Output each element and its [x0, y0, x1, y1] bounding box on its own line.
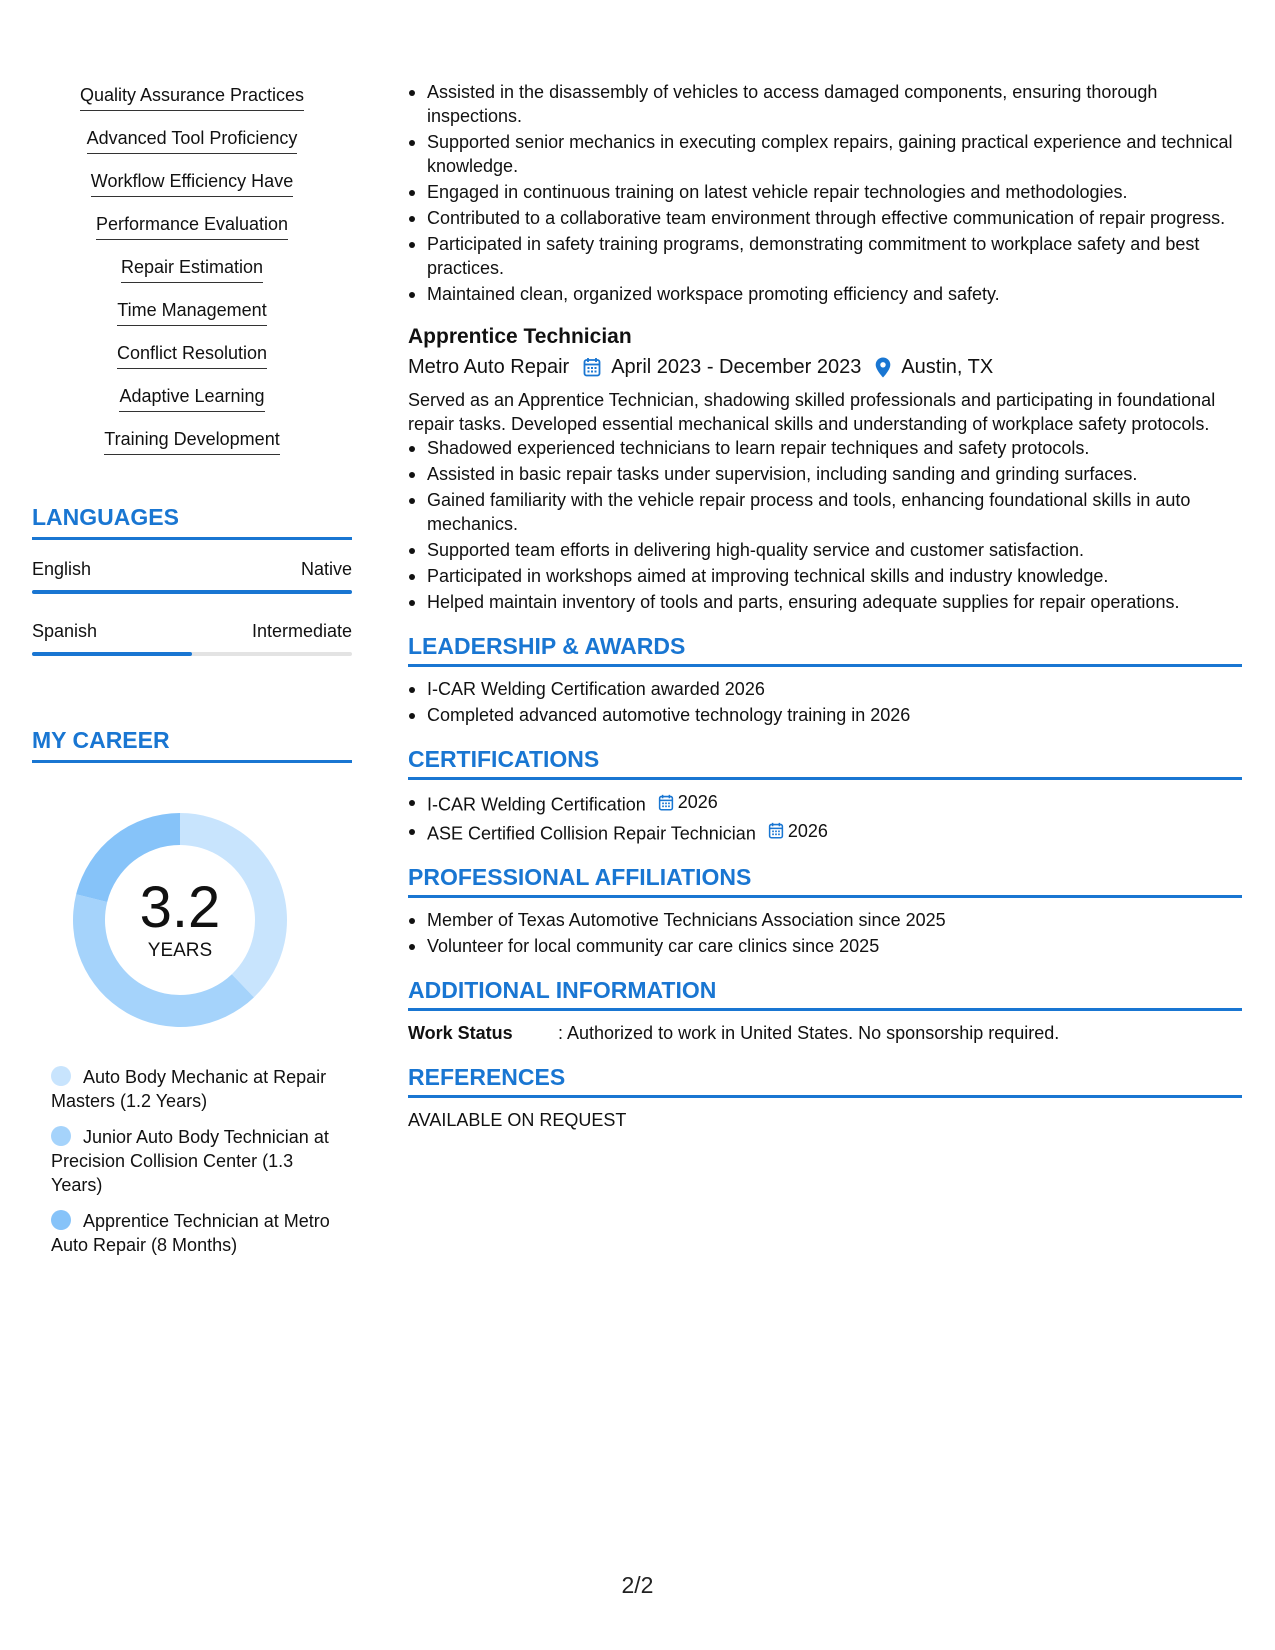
bullet-item: Assisted in the disassembly of vehicles to access damaged components, ensuring thorough inspections. — [408, 80, 1242, 128]
legend-label: Apprentice Technician at Metro Auto Repair (8 Months) — [51, 1211, 330, 1255]
affiliations-heading: PROFESSIONAL AFFILIATIONS — [408, 863, 1242, 898]
job-bullets — [408, 436, 1242, 614]
career-section — [32, 726, 352, 1257]
languages-section — [32, 503, 352, 656]
calendar-icon — [768, 822, 784, 839]
additional-info-heading: ADDITIONAL INFORMATION — [408, 976, 1242, 1011]
work-status-value: : Authorized to work in United States. No sponsorship required. — [558, 1023, 1060, 1043]
job-title: Apprentice Technician — [408, 325, 632, 348]
skill-item: Repair Estimation — [121, 256, 263, 283]
bullet-item: Assisted in basic repair tasks under supervision, including sanding and grinding surfaces. — [408, 462, 1242, 486]
certifications-heading: CERTIFICATIONS — [408, 745, 1242, 780]
skill-item: Adaptive Learning — [119, 385, 264, 412]
job-location: Austin, TX — [901, 356, 994, 378]
sidebar — [32, 84, 352, 1269]
certification-name: I-CAR Welding Certification — [427, 794, 646, 815]
skills-list — [32, 84, 352, 471]
certifications-section — [408, 745, 1242, 845]
location-pin-icon — [875, 357, 891, 378]
job-dates: April 2023 - December 2023 — [611, 356, 862, 378]
language-level: Intermediate — [251, 621, 352, 641]
references-heading: REFERENCES — [408, 1063, 1242, 1098]
language-proficiency-bar — [32, 590, 352, 594]
bullet-item: Member of Texas Automotive Technicians Association since 2025 — [408, 908, 1242, 932]
certification-item — [408, 819, 1242, 846]
legend-dot — [51, 1126, 71, 1146]
certification-item — [408, 790, 1242, 817]
skill-item: Workflow Efficiency Have — [91, 170, 293, 197]
job-company: Metro Auto Repair — [408, 356, 570, 378]
skill-item: Training Development — [104, 428, 279, 455]
job-entry — [408, 324, 1242, 614]
calendar-icon — [583, 357, 601, 377]
references-text: AVAILABLE ON REQUEST — [408, 1110, 627, 1130]
certification-year: 2026 — [787, 820, 828, 841]
language-level: Native — [300, 559, 352, 579]
skill-item: Performance Evaluation — [96, 213, 288, 240]
languages-heading: LANGUAGES — [32, 503, 352, 540]
work-status-label: Work Status — [408, 1023, 513, 1043]
bullet-item: I-CAR Welding Certification awarded 2026 — [408, 677, 1242, 701]
career-total-years: 3.2 — [139, 875, 221, 940]
career-donut-chart — [67, 807, 293, 1033]
affiliations-section — [408, 863, 1242, 958]
skill-item: Conflict Resolution — [117, 342, 267, 369]
main-content — [408, 80, 1242, 1132]
bullet-item: Shadowed experienced technicians to learn repair techniques and safety protocols. — [408, 436, 1242, 460]
legend-item — [51, 1125, 341, 1197]
certification-year: 2026 — [677, 792, 718, 812]
bullet-item: Completed advanced automotive technology training in 2026 — [408, 703, 1242, 727]
language-proficiency-fill — [32, 652, 192, 656]
previous-job-bullets — [408, 80, 1242, 306]
legend-item — [51, 1209, 341, 1257]
bullet-item: Supported senior mechanics in executing complex repairs, gaining practical experience and technical knowledge. — [408, 130, 1242, 178]
bullet-item: Volunteer for local community car care clinics since 2025 — [408, 934, 1242, 958]
language-item — [32, 620, 352, 656]
leadership-section — [408, 632, 1242, 727]
bullet-item: Contributed to a collaborative team environment through effective communication of repair progress. — [408, 206, 1242, 230]
bullet-item: Maintained clean, organized workspace promoting efficiency and safety. — [408, 282, 1242, 306]
language-item — [32, 558, 352, 594]
language-name: Spanish — [32, 621, 98, 641]
career-legend — [51, 1065, 341, 1257]
career-years-label: YEARS — [147, 940, 213, 961]
language-proficiency-bar — [32, 652, 352, 656]
bullet-item: Helped maintain inventory of tools and parts, ensuring adequate supplies for repair operations. — [408, 590, 1242, 614]
language-name: English — [32, 559, 92, 579]
bullet-item: Gained familiarity with the vehicle repair process and tools, enhancing foundational skills in auto mechanics. — [408, 488, 1242, 536]
leadership-heading: LEADERSHIP & AWARDS — [408, 632, 1242, 667]
legend-dot — [51, 1210, 71, 1230]
job-meta — [408, 354, 1242, 380]
skill-item: Time Management — [117, 299, 266, 326]
skill-item: Quality Assurance Practices — [80, 84, 304, 111]
bullet-item: Supported team efforts in delivering high-quality service and customer satisfaction. — [408, 538, 1242, 562]
references-section — [408, 1063, 1242, 1132]
additional-info-section — [408, 976, 1242, 1045]
legend-item — [51, 1065, 341, 1113]
legend-label: Auto Body Mechanic at Repair Masters (1.2 Years) — [51, 1067, 327, 1111]
job-description: Served as an Apprentice Technician, shadowing skilled professionals and participating in foundational repair tasks. Developed essential mechanical skills and understanding of workplace safety protocols. — [408, 390, 1216, 434]
work-status-row — [408, 1021, 1242, 1045]
legend-label: Junior Auto Body Technician at Precision Collision Center (1.3 Years) — [51, 1127, 329, 1195]
calendar-icon — [658, 794, 674, 811]
legend-dot — [51, 1066, 71, 1086]
bullet-item: Participated in workshops aimed at improving technical skills and industry knowledge. — [408, 564, 1242, 588]
bullet-item: Participated in safety training programs, demonstrating commitment to workplace safety and best practices. — [408, 232, 1242, 280]
page-number: 2/2 — [621, 1572, 654, 1598]
career-heading: MY CAREER — [32, 726, 352, 763]
skill-item: Advanced Tool Proficiency — [87, 127, 298, 154]
language-proficiency-fill — [32, 590, 352, 594]
bullet-item: Engaged in continuous training on latest vehicle repair technologies and methodologies. — [408, 180, 1242, 204]
certification-name: ASE Certified Collision Repair Technician — [427, 823, 756, 843]
